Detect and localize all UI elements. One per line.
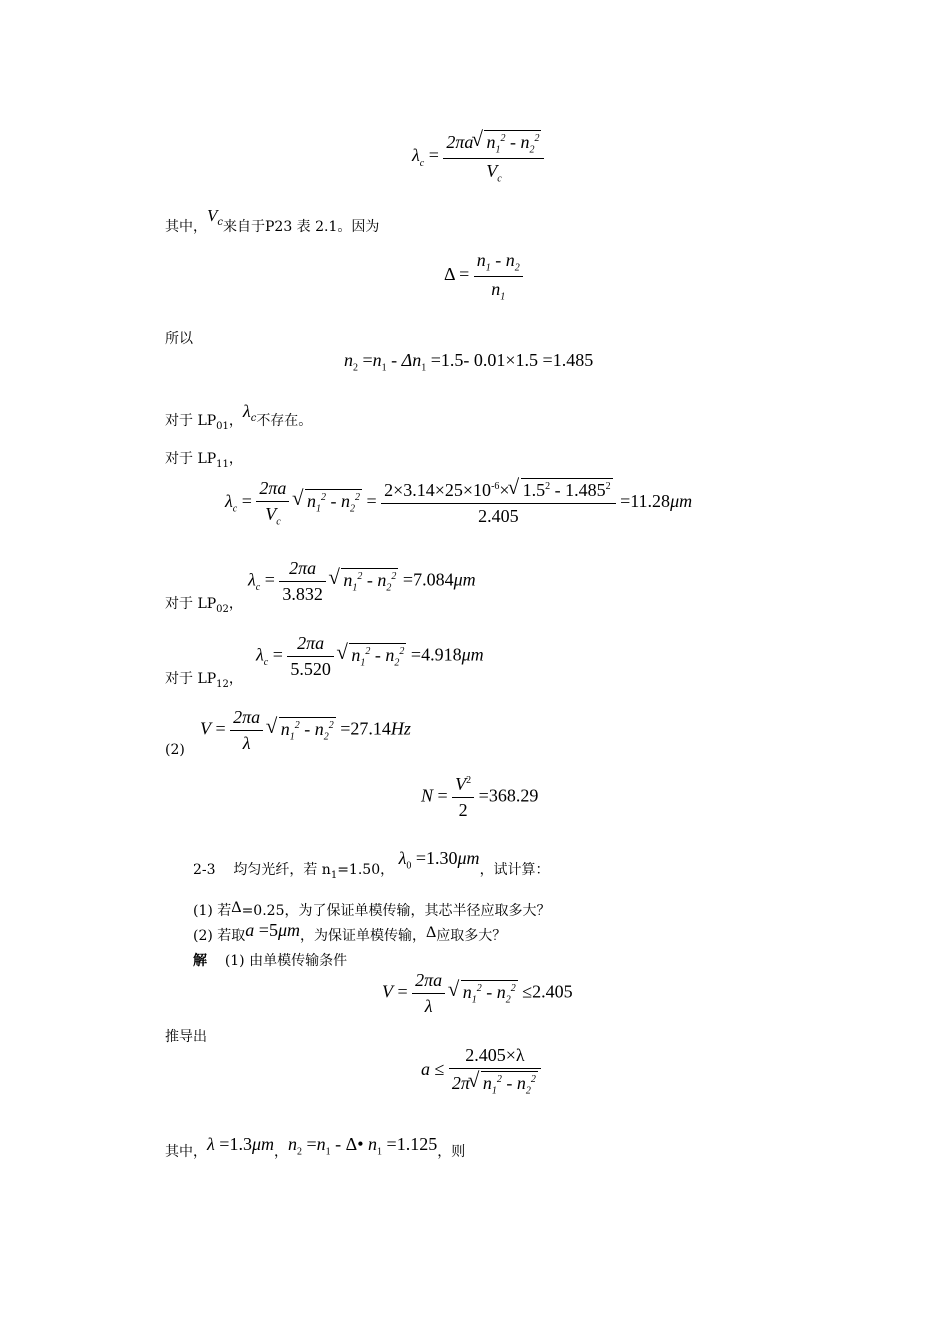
problem-2-3-statement: 2-3 均匀光纤，若 $n_1=1.50$， $\lambda_0 =1.30\mu m$，试计算：: [193, 848, 550, 881]
equation-lambda-c-definition: $\lambda_c$ = $\frac{2\pi a√ n_1^2 - n_2^2}{V_c}$: [412, 130, 544, 184]
question-2: (2) 若取a =5μm，为保证单模传输，Δ应取多大？: [193, 920, 507, 944]
equation-core-radius: a ≤ $\frac{2.405\times\lambda}{2\pi√ n_1^2 - n_2^2}$: [421, 1045, 541, 1097]
equation-delta: Δ = $\frac{n_1 - n_2}{n_1}$: [444, 250, 523, 302]
text-final-where: 其中，λ =1.3μm，$n_2 =n_1$ - Δ• $n_1 =1.125$，则: [165, 1134, 466, 1160]
text-lp01: 对于 $LP_{01}$，$\lambda_c$不存在。: [165, 401, 313, 432]
question-1: (1) 若Δ=0.25，为了保证单模传输，其芯半径应取多大？: [193, 899, 551, 919]
label-part-2: (2): [165, 742, 185, 758]
label-suoyi: 所以: [165, 331, 193, 347]
text-lp12: 对于 $LP_{12}$，: [165, 671, 243, 690]
equation-lp02: $\lambda_c$ = $\frac{2\pi a}{3.832}$ √ $n_1^2 - n_2^2 =7.084\mu m$: [248, 558, 476, 605]
equation-single-mode-condition: V = $\frac{2\pi a}{\lambda}$ √ $n_1^2 - n_2^2 \le 2.405$: [382, 970, 573, 1017]
label-tuidao: 推导出: [165, 1029, 207, 1045]
equation-lp11: $\lambda_c$ = $\frac{2\pi a}{V_c}$ √ $n_1^2 - n_2^2$ = $\frac{2\times 3.14\times 25\times 10^{-6}\times√ 1.5^2 - 1.485^2}{2.405}$ =11.28μm: [225, 478, 692, 528]
text-lp11: 对于 $LP_{11}$，: [165, 451, 243, 470]
text-lp02: 对于 $LP_{02}$，: [165, 596, 243, 615]
equation-mode-count: N = $\frac{V^2}{2}$ =368.29: [421, 774, 539, 820]
text-vc-source: 其中，$V_c$来自于P23 表 2.1。因为: [165, 206, 380, 235]
equation-n2: $n_2 =n_1 - \Delta n_1 =1.5-$ 0.01×1.5 =1.485: [344, 350, 594, 374]
fraction: $\frac{2\pi a√ n_1^2 - n_2^2}{V_c}$: [443, 130, 544, 184]
equation-lp12: $\lambda_c$ = $\frac{2\pi a}{5.520}$ √ $n_1^2 - n_2^2 =4.918\mu m$: [256, 633, 484, 680]
solution-intro: 解 (1) 由单模传输条件: [193, 953, 348, 969]
equation-v-normalized-frequency: V = $\frac{2\pi a}{\lambda}$ √ $n_1^2 - n_2^2 =27.14Hz$: [200, 707, 411, 754]
